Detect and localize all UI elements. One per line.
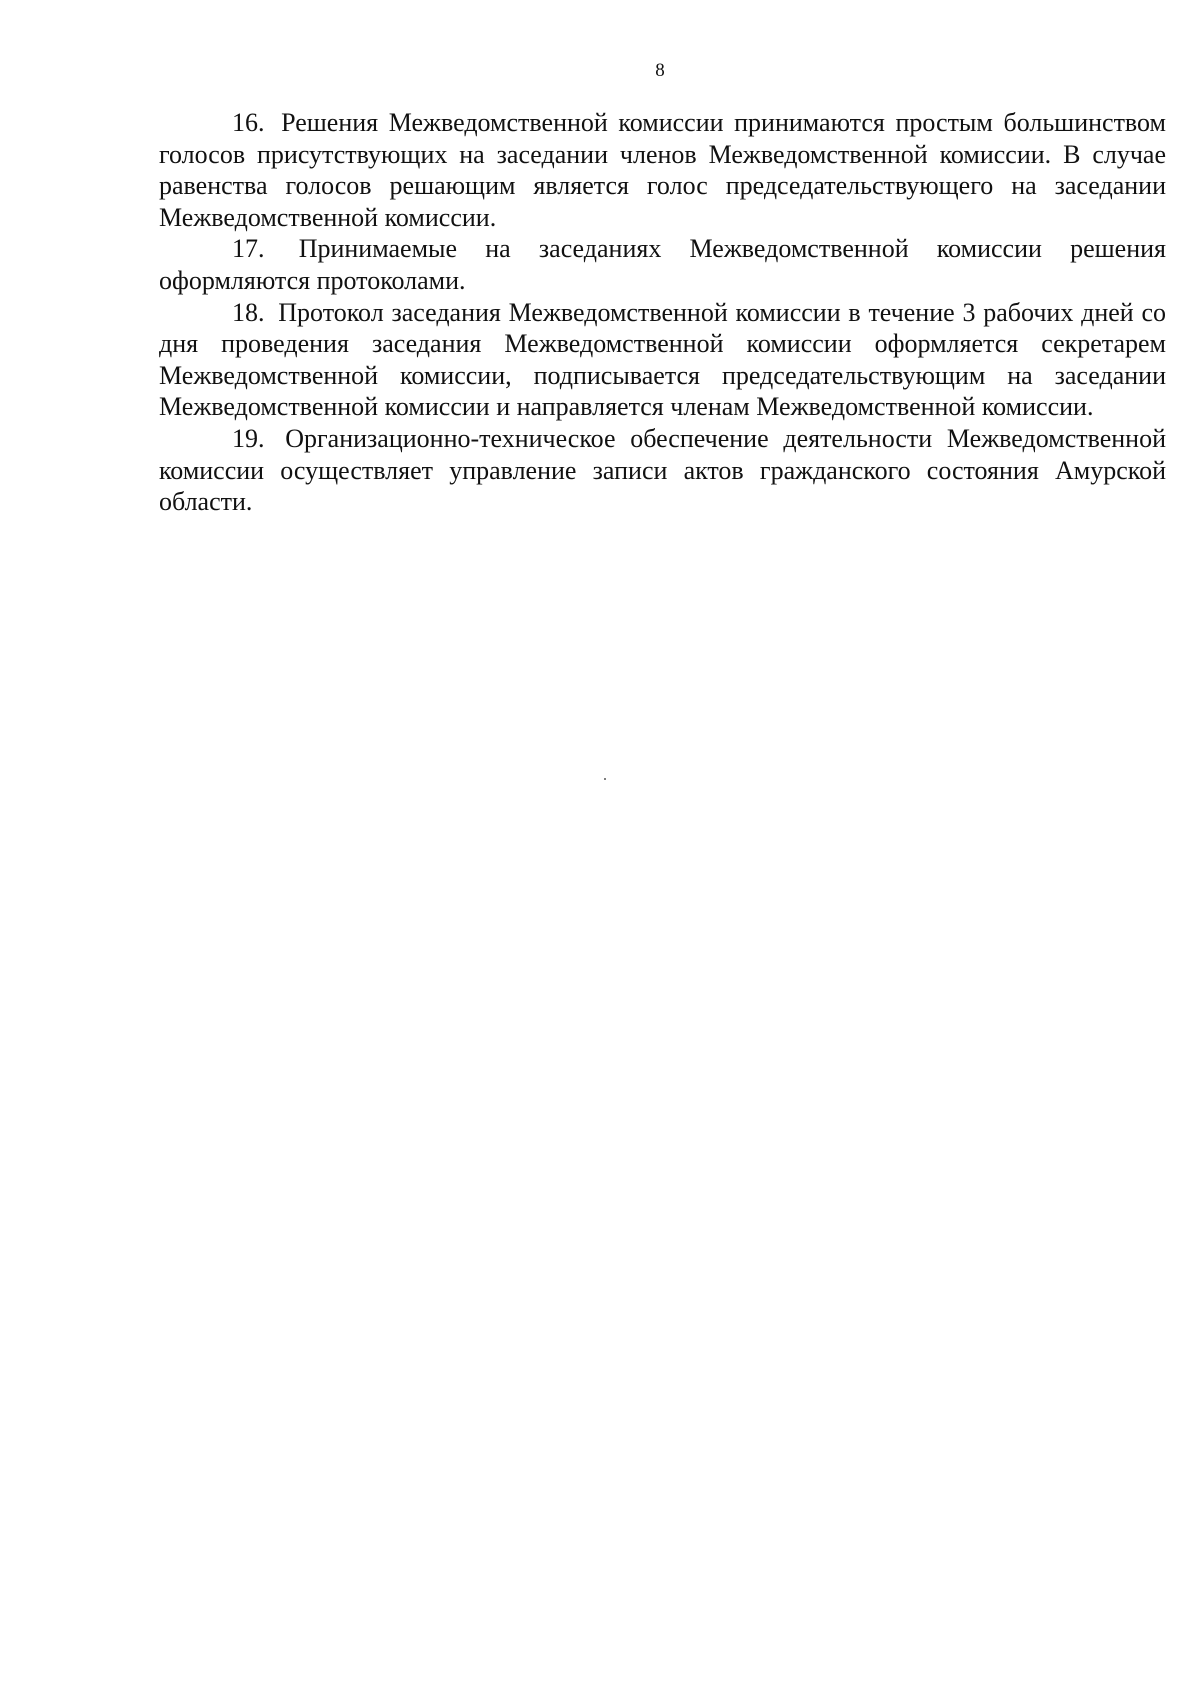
scan-artifact-dot bbox=[604, 778, 606, 780]
paragraph-19 bbox=[159, 423, 1166, 518]
paragraph-text: Протокол заседания Межведомственной комиссии в течение 3 рабочих дней со дня проведения заседания Межведомственной комиссии оформляется секретарем Межведомственной комиссии, подписывается председательствующим на заседании Межведомственной комиссии и направляется членам Межведомственной комиссии. bbox=[159, 297, 1166, 422]
paragraph-number: 19. bbox=[232, 423, 265, 453]
paragraph-text: Организационно-техническое обеспечение деятельности Межведомственной комиссии осуществляет управление записи актов гражданского состояния Амурской области. bbox=[159, 423, 1166, 517]
document-body bbox=[159, 107, 1166, 518]
paragraph-text: Решения Межведомственной комиссии принимаются простым большинством голосов присутствующих на заседании членов Межведомственной комиссии. В случае равенства голосов решающим является голос председательствующего на заседании Межведомственной комиссии. bbox=[159, 108, 1166, 232]
paragraph-16 bbox=[159, 107, 1166, 233]
paragraph-18 bbox=[159, 297, 1166, 423]
page-number: 8 bbox=[655, 60, 665, 81]
paragraph-number: 17. bbox=[232, 234, 265, 264]
paragraph-number: 16. bbox=[232, 108, 265, 137]
paragraph-17 bbox=[159, 233, 1166, 296]
paragraph-number: 18. bbox=[232, 297, 265, 327]
paragraph-text: Принимаемые на заседаниях Межведомственной комиссии решения оформляются протоколами. bbox=[159, 234, 1166, 295]
